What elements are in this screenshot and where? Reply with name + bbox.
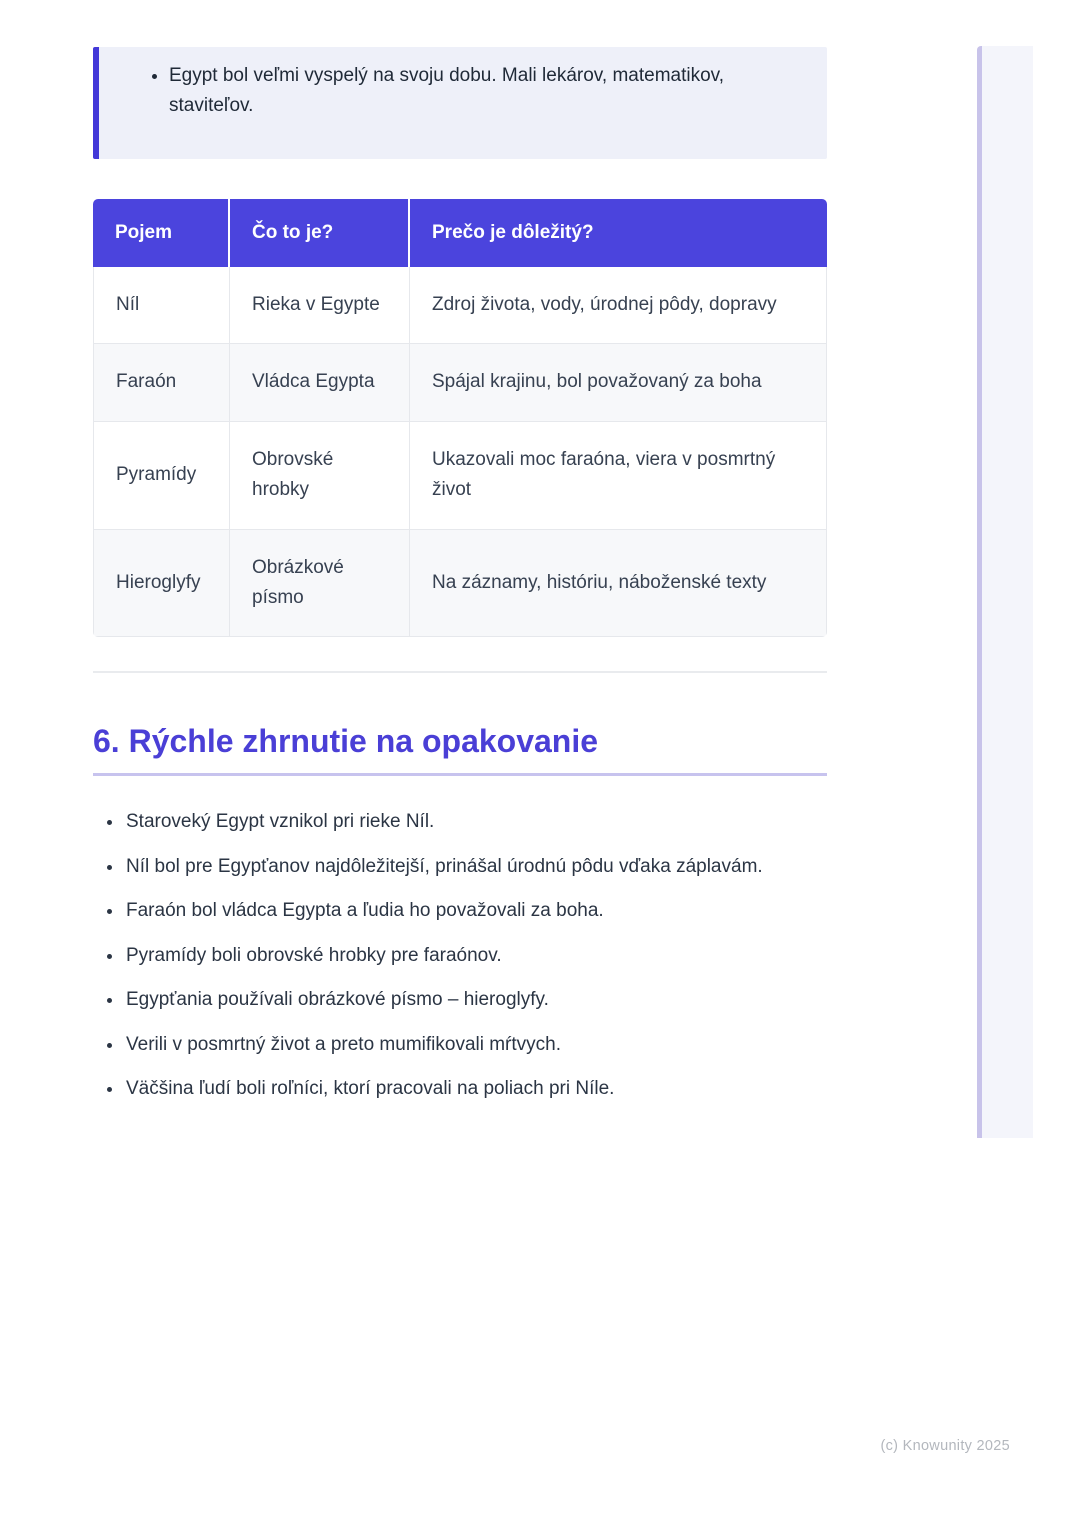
callout-list bbox=[99, 61, 803, 121]
table-row bbox=[93, 344, 827, 421]
cell-term: Níl bbox=[93, 267, 230, 344]
column-header-preco-dolezity: Prečo je dôležitý? bbox=[410, 199, 827, 267]
cell-importance: Ukazovali moc faraóna, viera v posmrtný život bbox=[410, 422, 827, 530]
document-content bbox=[93, 0, 827, 1120]
cell-term: Pyramídy bbox=[93, 422, 230, 530]
next-page-edge bbox=[977, 46, 1033, 1138]
table-row bbox=[93, 530, 827, 638]
cell-term: Faraón bbox=[93, 344, 230, 421]
list-item: • Egypťania používali obrázkové písmo – hieroglyfy. bbox=[124, 986, 827, 1015]
highlight-callout bbox=[93, 47, 827, 159]
list-item: • Staroveký Egypt vznikol pri rieke Níl. bbox=[124, 808, 827, 837]
terms-table bbox=[93, 199, 827, 637]
page-title: 6. Rýchle zhrnutie na opakovanie bbox=[93, 723, 827, 776]
cell-term: Hieroglyfy bbox=[93, 530, 230, 638]
callout-item: • Egypt bol veľmi vyspelý na svoju dobu. Mali lekárov, matematikov, staviteľov. bbox=[169, 61, 803, 121]
list-item: • Väčšina ľudí boli roľníci, ktorí pracovali na poliach pri Níle. bbox=[124, 1075, 827, 1104]
cell-importance: Na záznamy, históriu, náboženské texty bbox=[410, 530, 827, 638]
cell-definition: Rieka v Egypte bbox=[230, 267, 410, 344]
list-item: • Níl bol pre Egypťanov najdôležitejší, prinášal úrodnú pôdu vďaka záplavám. bbox=[124, 853, 827, 882]
table-row bbox=[93, 422, 827, 530]
copyright-text: (c) Knowunity 2025 bbox=[880, 1438, 1010, 1454]
list-item: • Faraón bol vládca Egypta a ľudia ho považovali za boha. bbox=[124, 897, 827, 926]
column-header-pojem: Pojem bbox=[93, 199, 230, 267]
list-item: • Verili v posmrtný život a preto mumifikovali mŕtvych. bbox=[124, 1031, 827, 1060]
cell-definition: Obrázkové písmo bbox=[230, 530, 410, 638]
cell-definition: Vládca Egypta bbox=[230, 344, 410, 421]
column-header-co-to-je: Čo to je? bbox=[230, 199, 410, 267]
list-item: • Pyramídy boli obrovské hrobky pre faraónov. bbox=[124, 942, 827, 971]
cell-importance: Spájal krajinu, bol považovaný za boha bbox=[410, 344, 827, 421]
table-header bbox=[93, 199, 827, 267]
table-row bbox=[93, 267, 827, 344]
table-header-row bbox=[93, 199, 827, 267]
summary-list bbox=[93, 808, 827, 1104]
table-body bbox=[93, 267, 827, 637]
cell-importance: Zdroj života, vody, úrodnej pôdy, dopravy bbox=[410, 267, 827, 344]
cell-definition: Obrovské hrobky bbox=[230, 422, 410, 530]
section-divider bbox=[93, 671, 827, 673]
